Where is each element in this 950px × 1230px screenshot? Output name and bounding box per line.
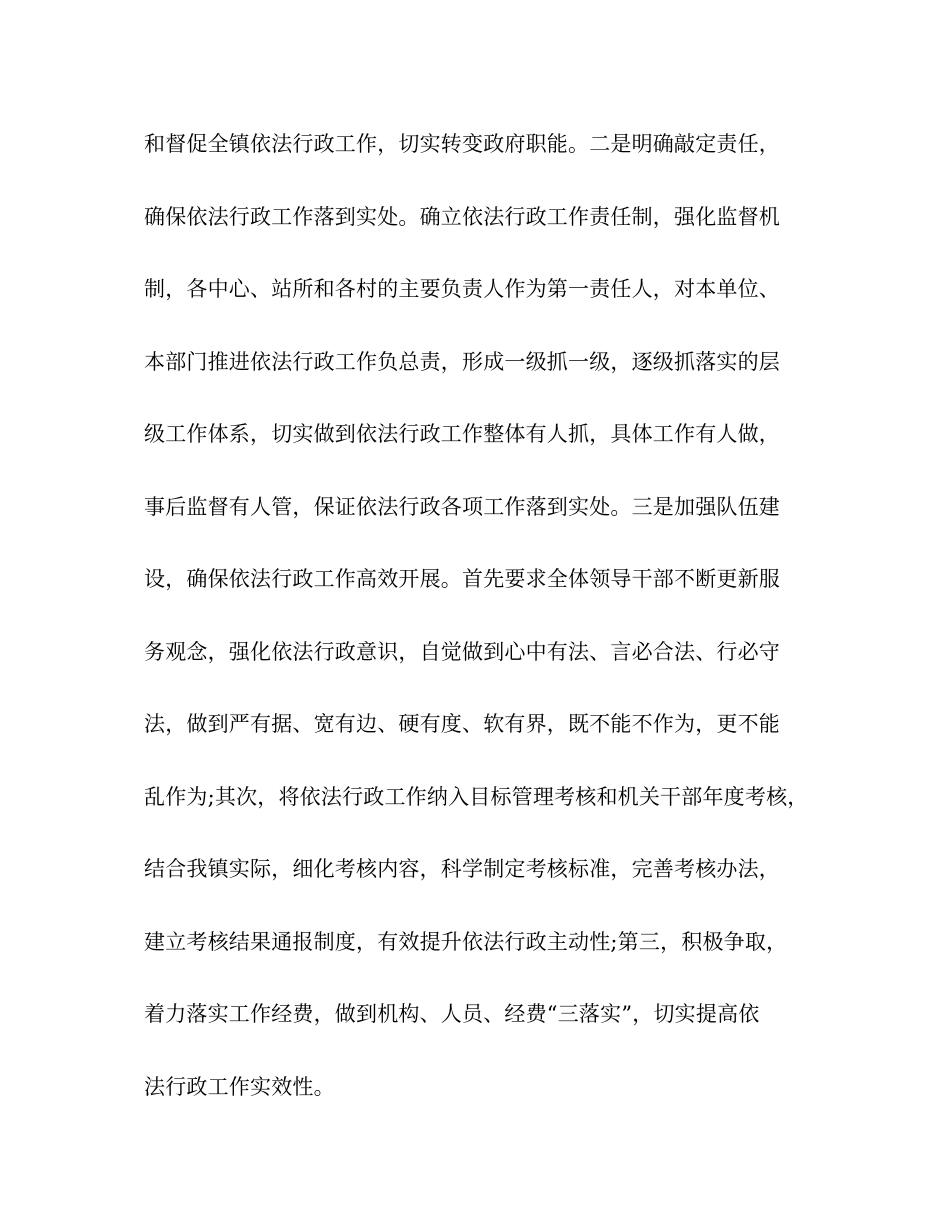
text-line: 务观念，强化依法行政意识，自觉做到心中有法、言必合法、行必守 — [144, 639, 780, 664]
text-line: 级工作体系，切实做到依法行政工作整体有人抓，具体工作有人做， — [144, 422, 780, 446]
text-line: 制，各中心、站所和各村的主要负责人作为第一责任人，对本单位、 — [144, 277, 780, 301]
text-line: 和督促全镇依法行政工作，切实转变政府职能。二是明确敲定责任， — [144, 132, 780, 156]
text-line: 法，做到严有据、宽有边、硬有度、软有界，既不能不作为，更不能 — [144, 712, 780, 736]
body-text — [144, 124, 844, 1139]
text-line: 乱作为;其次，将依法行政工作纳入目标管理考核和机关干部年度考核， — [144, 784, 809, 809]
text-line: 本部门推进依法行政工作负总责，形成一级抓一级，逐级抓落实的层 — [144, 349, 780, 374]
text-line: 确保依法行政工作落到实处。确立依法行政工作责任制，强化监督机 — [144, 204, 780, 229]
text-line: 设，确保依法行政工作高效开展。首先要求全体领导干部不断更新服 — [144, 567, 780, 591]
text-line: 法行政工作实效性。 — [144, 1074, 335, 1099]
text-line: 着力落实工作经费，做到机构、人员、经费“三落实”，切实提高依 — [144, 1002, 760, 1026]
text-line: 结合我镇实际，细化考核内容，科学制定考核标准，完善考核办法， — [144, 857, 780, 881]
text-line: 建立考核结果通报制度，有效提升依法行政主动性;第三，积极争取， — [144, 929, 788, 954]
text-line: 事后监督有人管，保证依法行政各项工作落到实处。三是加强队伍建 — [144, 494, 780, 519]
